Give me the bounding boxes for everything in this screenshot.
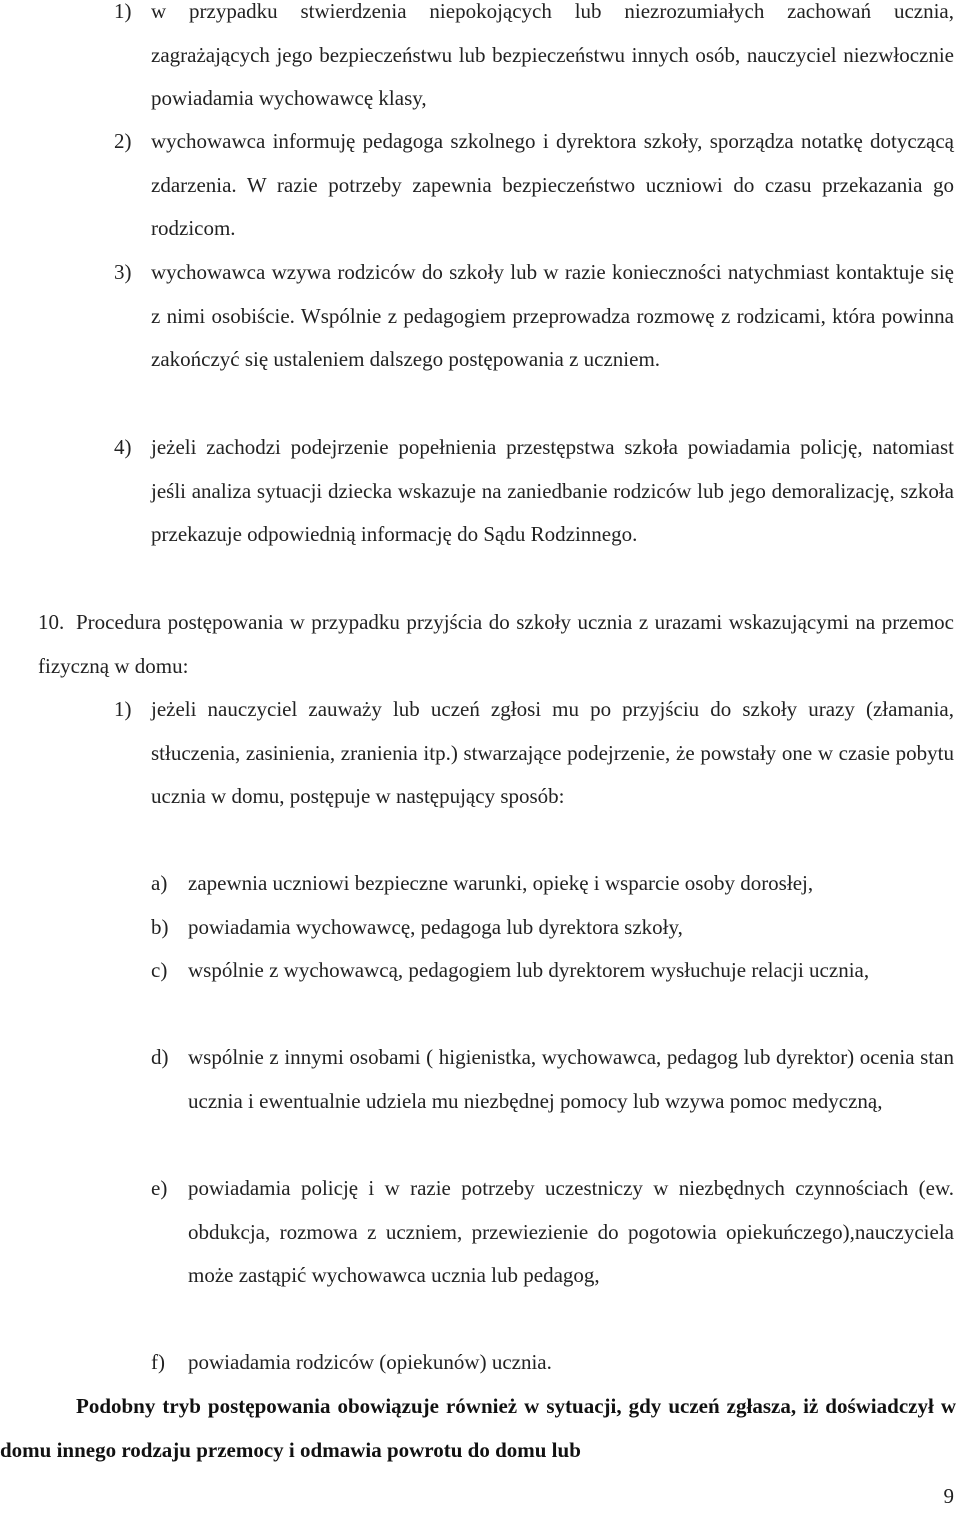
item-3-number: 3) bbox=[114, 260, 132, 284]
section-10-item-1-text: jeżeli nauczyciel zauważy lub uczeń zgłosi mu po przyjściu do szkoły urazy (złamania, stłuczenia, zasinienia, zranienia itp.) stwarzające podejrzenie, że powstały one w czasie pobytu ucznia w domu, postępuje w następujący sposób: bbox=[151, 697, 954, 808]
subitem-c-letter: c) bbox=[151, 958, 168, 982]
subitem-f-text: powiadamia rodziców (opiekunów) ucznia. bbox=[188, 1350, 552, 1374]
subitem-a-text: zapewnia uczniowi bezpieczne warunki, opiekę i wsparcie osoby dorosłej, bbox=[188, 871, 814, 895]
item-1-number: 1) bbox=[114, 0, 132, 23]
subitem-b-text: powiadamia wychowawcę, pedagoga lub dyrektora szkoły, bbox=[188, 915, 683, 939]
item-3-text: wychowawca wzywa rodziców do szkoły lub w razie konieczności natychmiast kontaktuje się z nimi osobiście. Wspólnie z pedagogiem przeprowadza rozmowę z rodzicami, która powinna zakończyć się ustaleniem dalszego postępowania z uczniem. bbox=[151, 260, 954, 371]
subitem-d-letter: d) bbox=[151, 1045, 169, 1069]
subitem-e-letter: e) bbox=[151, 1176, 168, 1200]
subitem-e-text: powiadamia policję i w razie potrzeby uczestniczy w niezbędnych czynnościach (ew. obdukcja, rozmowa z uczniem, przewiezienie do pogotowia opiekuńczego),nauczyciela może zastąpić wychowawca ucznia lub pedagog, bbox=[188, 1176, 954, 1287]
item-4-text: jeżeli zachodzi podejrzenie popełnienia przestępstwa szkoła powiadamia policję, natomiast jeśli analiza sytuacji dziecka wskazuje na zaniedbanie rodziców lub jego demoralizację, szkoła przekazuje odpowiednią informację do Sądu Rodzinnego. bbox=[151, 435, 954, 546]
section-10-number: 10. bbox=[38, 610, 65, 634]
section-10-item-1-number: 1) bbox=[114, 697, 132, 721]
item-1-text: w przypadku stwierdzenia niepokojących lub niezrozumiałych zachowań ucznia, zagrażających jego bezpieczeństwu lub bezpieczeństwu innych osób, nauczyciel niezwłocznie powiadamia wychowawcę klasy, bbox=[151, 0, 954, 110]
section-10-heading: Procedura postępowania w przypadku przyjścia do szkoły ucznia z urazami wskazującymi na przemoc fizyczną w domu: bbox=[38, 610, 954, 678]
subitem-b-letter: b) bbox=[151, 915, 169, 939]
page-number: 9 bbox=[943, 1484, 954, 1508]
subitem-c-text: wspólnie z wychowawcą, pedagogiem lub dyrektorem wysłuchuje relacji ucznia, bbox=[188, 958, 870, 982]
closing-bold-paragraph: Podobny tryb postępowania obowiązuje również w sytuacji, gdy uczeń zgłasza, iż doświadczył w domu innego rodzaju przemocy i odmawia powrotu do domu lub bbox=[0, 1394, 956, 1462]
subitem-d-text: wspólnie z innymi osobami ( higienistka, wychowawca, pedagog lub dyrektor) ocenia stan ucznia i ewentualnie udziela mu niezbędnej pomocy lub wzywa pomoc medyczną, bbox=[188, 1045, 954, 1113]
subitem-a-letter: a) bbox=[151, 871, 168, 895]
item-2-text: wychowawca informuję pedagoga szkolnego i dyrektora szkoły, sporządza notatkę dotyczącą zdarzenia. W razie potrzeby zapewnia bezpieczeństwo uczniowi do czasu przekazania go rodzicom. bbox=[151, 129, 954, 240]
subitem-f-letter: f) bbox=[151, 1350, 165, 1374]
item-4-number: 4) bbox=[114, 435, 132, 459]
item-2-number: 2) bbox=[114, 129, 132, 153]
